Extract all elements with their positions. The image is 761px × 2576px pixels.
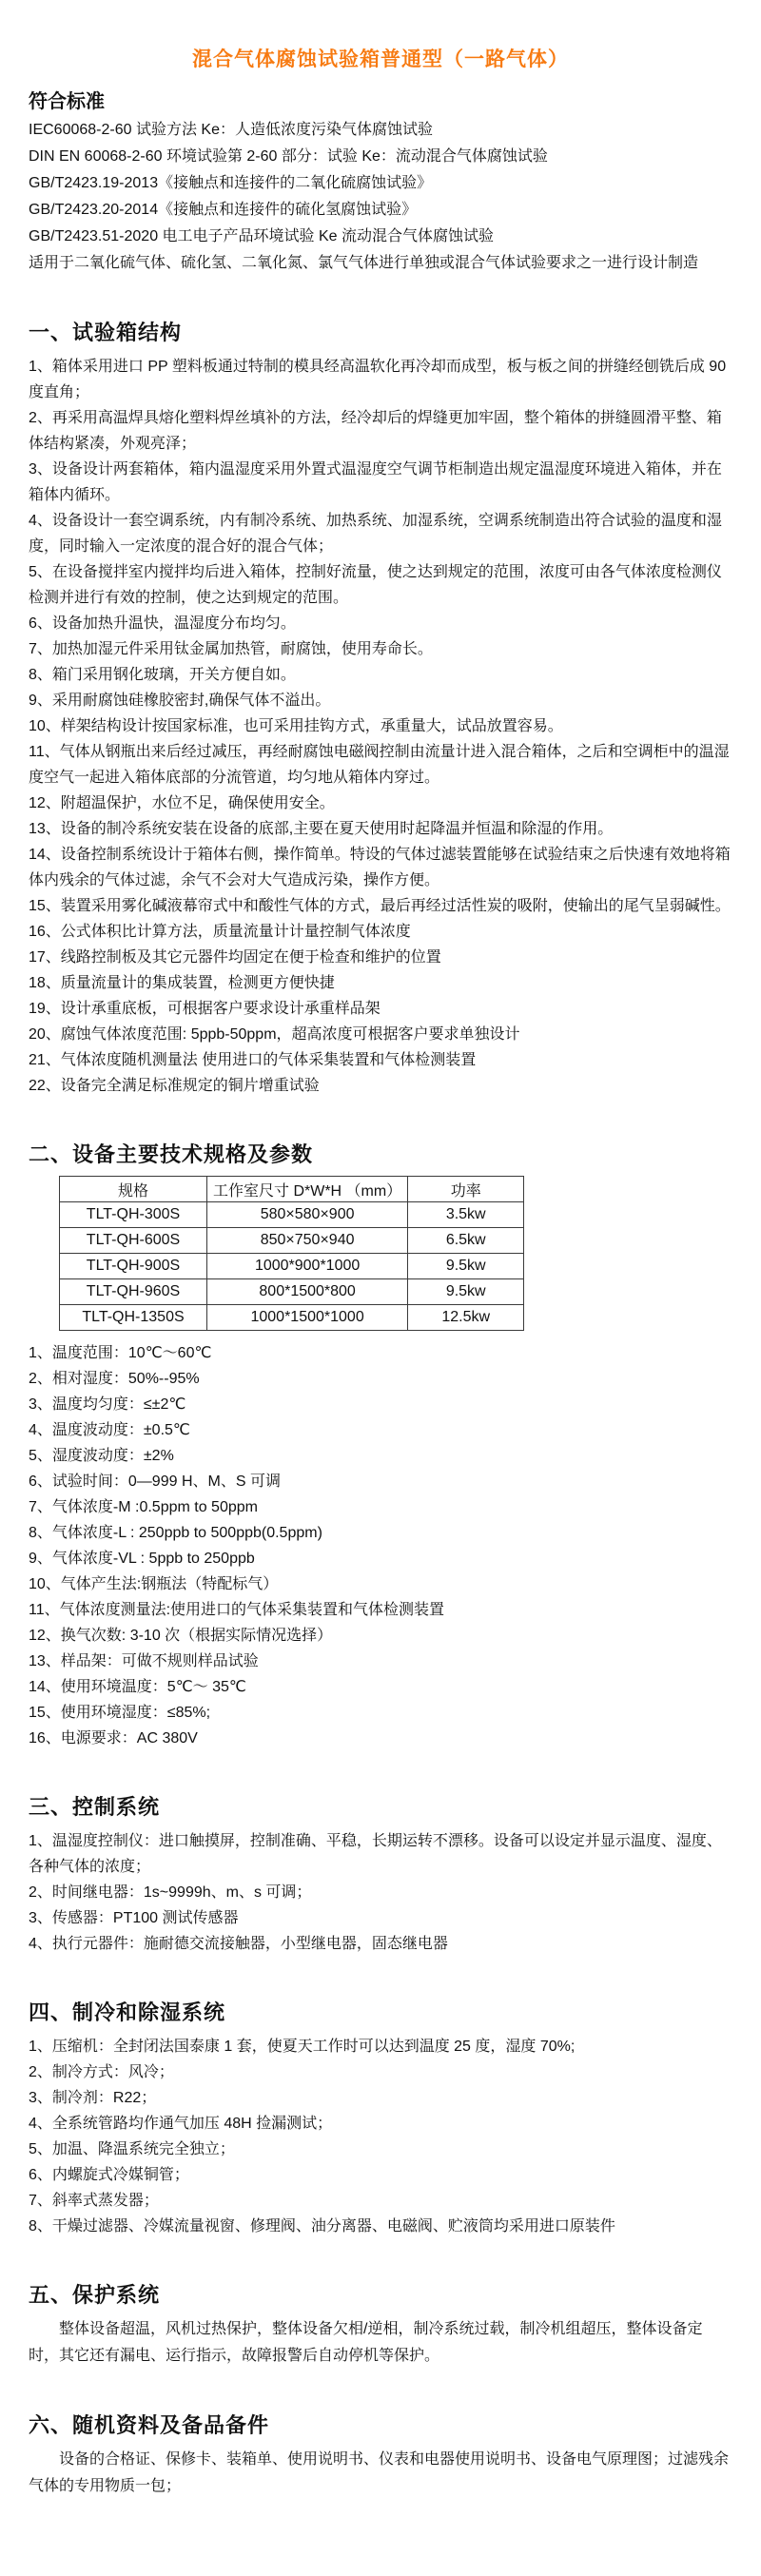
table-cell: TLT-QH-960S <box>60 1279 207 1305</box>
table-header-cell: 规格 <box>60 1177 207 1202</box>
section-specs-heading: 二、设备主要技术规格及参数 <box>29 1142 314 1166</box>
table-cell: 12.5kw <box>408 1305 524 1331</box>
protection-paragraph: 整体设备超温，风机过热保护，整体设备欠相/逆相，制冷系统过载，制冷机组超压，整体设备定时，其它还有漏电、运行指示，故障报警后自动停机等保护。 <box>29 2321 703 2364</box>
section-structure <box>29 317 732 1099</box>
structure-item: 12、附超温保护，水位不足，确保使用安全。 <box>29 795 335 811</box>
structure-item: 22、设备完全满足标准规定的铜片增重试验 <box>29 1078 320 1094</box>
table-cell: 3.5kw <box>408 1202 524 1228</box>
table-cell: 850×750×940 <box>207 1228 408 1254</box>
structure-item: 6、设备加热升温快，温湿度分布均匀。 <box>29 615 296 632</box>
standard-line: IEC60068-2-60 试验方法 Ke：人造低浓度污染气体腐蚀试验 <box>29 122 433 138</box>
control-item: 2、时间继电器：1s~9999h、m、s 可调； <box>29 1884 312 1901</box>
structure-item: 10、样架结构设计按国家标准，也可采用挂钩方式，承重量大，试品放置容易。 <box>29 718 563 734</box>
table-cell: 9.5kw <box>408 1254 524 1279</box>
table-cell: 1000*1500*1000 <box>207 1305 408 1331</box>
section-protection-heading: 五、保护系统 <box>29 2283 161 2307</box>
table-cell: TLT-QH-300S <box>60 1202 207 1228</box>
table-row <box>60 1254 524 1279</box>
table-cell: TLT-QH-600S <box>60 1228 207 1254</box>
table-header-cell: 工作室尺寸 D*W*H （mm） <box>207 1177 408 1202</box>
table-cell: 6.5kw <box>408 1228 524 1254</box>
section-refrigeration-heading: 四、制冷和除湿系统 <box>29 2000 226 2024</box>
table-cell: 580×580×900 <box>207 1202 408 1228</box>
accessories-paragraph: 设备的合格证、保修卡、装箱单、使用说明书、仪表和电器使用说明书、设备电气原理图；过滤残余气体的专用物质一包； <box>29 2451 730 2494</box>
spec-item: 3、温度均匀度：≤±2℃ <box>29 1396 186 1413</box>
spec-item: 16、电源要求：AC 380V <box>29 1730 198 1747</box>
spec-item: 8、气体浓度-L : 250ppb to 500ppb(0.5ppm) <box>29 1525 322 1541</box>
standard-line: 适用于二氧化硫气体、硫化氢、二氧化氮、氯气气体进行单独或混合气体试验要求之一进行设计制造 <box>29 255 699 271</box>
structure-item: 11、气体从钢瓶出来后经过减压，再经耐腐蚀电磁阀控制由流量计进入混合箱体，之后和空调柜中的温湿度空气一起进入箱体底部的分流管道，均匀地从箱体内穿过。 <box>29 744 730 786</box>
refrigeration-item: 3、制冷剂：R22； <box>29 2090 157 2106</box>
standards-section <box>29 86 732 277</box>
structure-item: 13、设备的制冷系统安装在设备的底部,主要在夏天使用时起降温并恒温和除湿的作用。 <box>29 821 614 837</box>
spec-item: 15、使用环境湿度：≤85%; <box>29 1705 211 1721</box>
spec-table-head <box>60 1177 524 1202</box>
spec-table-body <box>60 1202 524 1331</box>
table-cell: 9.5kw <box>408 1279 524 1305</box>
table-cell: TLT-QH-1350S <box>60 1305 207 1331</box>
spec-item: 2、相对湿度：50%--95% <box>29 1371 200 1387</box>
table-row <box>60 1228 524 1254</box>
spec-item: 6、试验时间：0—999 H、M、S 可调 <box>29 1473 281 1490</box>
spec-item: 7、气体浓度-M :0.5ppm to 50ppm <box>29 1499 258 1515</box>
control-item: 3、传感器：PT100 测试传感器 <box>29 1910 239 1926</box>
refrigeration-item: 6、内螺旋式冷媒铜管； <box>29 2167 189 2183</box>
section-control-items <box>29 1828 732 1957</box>
spec-item: 11、气体浓度测量法:使用进口的气体采集装置和气体检测装置 <box>29 1602 445 1618</box>
structure-item: 20、腐蚀气体浓度范围: 5ppb-50ppm，超高浓度可根据客户要求单独设计 <box>29 1026 520 1043</box>
refrigeration-item: 8、干燥过滤器、冷媒流量视窗、修理阀、油分离器、电磁阀、贮液筒均采用进口原装件 <box>29 2218 615 2234</box>
spec-item: 1、温度范围：10℃～60℃ <box>29 1345 212 1361</box>
spec-item: 13、样品架：可做不规则样品试验 <box>29 1653 259 1669</box>
spec-item: 5、湿度波动度：±2% <box>29 1448 174 1464</box>
section-control-heading: 三、控制系统 <box>29 1795 161 1819</box>
spec-item: 14、使用环境温度：5℃～ 35℃ <box>29 1679 246 1695</box>
standards-lines <box>29 117 732 277</box>
structure-item: 17、线路控制板及其它元器件均固定在便于检查和维护的位置 <box>29 949 441 966</box>
document-title: 混合气体腐蚀试验箱普通型（一路气体） <box>192 49 569 70</box>
table-cell: 1000*900*1000 <box>207 1254 408 1279</box>
refrigeration-item: 7、斜率式蒸发器； <box>29 2193 159 2209</box>
spec-item: 9、气体浓度-VL : 5ppb to 250ppb <box>29 1551 255 1567</box>
section-specs-items <box>29 1340 732 1751</box>
section-accessories-heading: 六、随机资料及备品备件 <box>29 2413 270 2437</box>
control-item: 1、温湿度控制仪：进口触摸屏，控制准确、平稳，长期运转不漂移。设备可以设定并显示温度、湿度、各种气体的浓度； <box>29 1833 722 1875</box>
structure-item: 5、在设备搅拌室内搅拌均后进入箱体，控制好流量，使之达到规定的范围，浓度可由各气体浓度检测仪检测并进行有效的控制，使之达到规定的范围。 <box>29 564 722 606</box>
structure-item: 4、设备设计一套空调系统，内有制冷系统、加热系统、加湿系统，空调系统制造出符合试验的温度和湿度，同时输入一定浓度的混合好的混合气体； <box>29 513 722 555</box>
control-item: 4、执行元器件：施耐德交流接触器，小型继电器，固态继电器 <box>29 1936 448 1952</box>
spec-table-header-row <box>60 1177 524 1202</box>
standard-line: GB/T2423.19-2013《接触点和连接件的二氧化硫腐蚀试验》 <box>29 175 433 191</box>
structure-item: 1、箱体采用进口 PP 塑料板通过特制的模具经高温软化再冷却而成型，板与板之间的拼缝经刨铣后成 90 度直角； <box>29 359 727 400</box>
table-row <box>60 1279 524 1305</box>
structure-item: 9、采用耐腐蚀硅橡胶密封,确保气体不溢出。 <box>29 693 331 709</box>
spec-item: 4、温度波动度：±0.5℃ <box>29 1422 190 1438</box>
structure-item: 7、加热加湿元件采用钛金属加热管，耐腐蚀，使用寿命长。 <box>29 641 433 657</box>
section-structure-heading: 一、试验箱结构 <box>29 321 183 344</box>
structure-item: 8、箱门采用钢化玻璃，开关方便自如。 <box>29 667 296 683</box>
structure-item: 3、设备设计两套箱体，箱内温湿度采用外置式温湿度空气调节柜制造出规定温湿度环境进入箱体，并在箱体内循环。 <box>29 461 722 503</box>
standards-heading: 符合标准 <box>29 91 105 112</box>
table-cell: TLT-QH-900S <box>60 1254 207 1279</box>
table-header-cell: 功率 <box>408 1177 524 1202</box>
structure-item: 16、公式体积比计算方法，质量流量计计量控制气体浓度 <box>29 924 411 940</box>
structure-item: 15、装置采用雾化碱液幕帘式中和酸性气体的方式，最后再经过活性炭的吸附，使输出的尾气呈弱碱性。 <box>29 898 731 914</box>
section-refrigeration <box>29 1997 732 2239</box>
section-structure-items <box>29 354 732 1099</box>
structure-item: 19、设计承重底板，可根据客户要求设计承重样品架 <box>29 1001 380 1017</box>
spec-table <box>59 1176 524 1331</box>
table-row <box>60 1305 524 1331</box>
section-specs <box>29 1139 732 1751</box>
section-refrigeration-items <box>29 2034 732 2239</box>
table-row <box>60 1202 524 1228</box>
structure-item: 21、气体浓度随机测量法 使用进口的气体采集装置和气体检测装置 <box>29 1052 477 1068</box>
standard-line: GB/T2423.20-2014《接触点和连接件的硫化氢腐蚀试验》 <box>29 202 418 218</box>
standard-line: GB/T2423.51-2020 电工电子产品环境试验 Ke 流动混合气体腐蚀试验 <box>29 228 495 244</box>
refrigeration-item: 5、加温、降温系统完全独立； <box>29 2141 235 2157</box>
refrigeration-item: 2、制冷方式：风冷； <box>29 2064 174 2080</box>
section-control <box>29 1791 732 1957</box>
table-cell: 800*1500*800 <box>207 1279 408 1305</box>
spec-item: 12、换气次数: 3-10 次（根据实际情况选择） <box>29 1628 333 1644</box>
refrigeration-item: 1、压缩机：全封闭法国泰康 1 套，使夏天工作时可以达到温度 25 度，湿度 70%; <box>29 2039 576 2055</box>
structure-item: 14、设备控制系统设计于箱体右侧，操作简单。特设的气体过滤装置能够在试验结束之后快速有效地将箱体内残余的气体过滤，余气不会对大气造成污染，操作方便。 <box>29 847 731 888</box>
section-accessories <box>29 2410 732 2500</box>
spec-item: 10、气体产生法:钢瓶法（特配标气） <box>29 1576 279 1592</box>
standard-line: DIN EN 60068-2-60 环境试验第 2-60 部分：试验 Ke：流动混合气体腐蚀试验 <box>29 148 548 165</box>
structure-item: 18、质量流量计的集成装置，检测更方便快捷 <box>29 975 335 991</box>
structure-item: 2、再采用高温焊具熔化塑料焊丝填补的方法，经冷却后的焊缝更加牢固，整个箱体的拼缝圆滑平整、箱体结构紧凑，外观亮泽； <box>29 410 722 452</box>
refrigeration-item: 4、全系统管路均作通气加压 48H 捡漏测试； <box>29 2116 333 2132</box>
section-protection <box>29 2279 732 2370</box>
